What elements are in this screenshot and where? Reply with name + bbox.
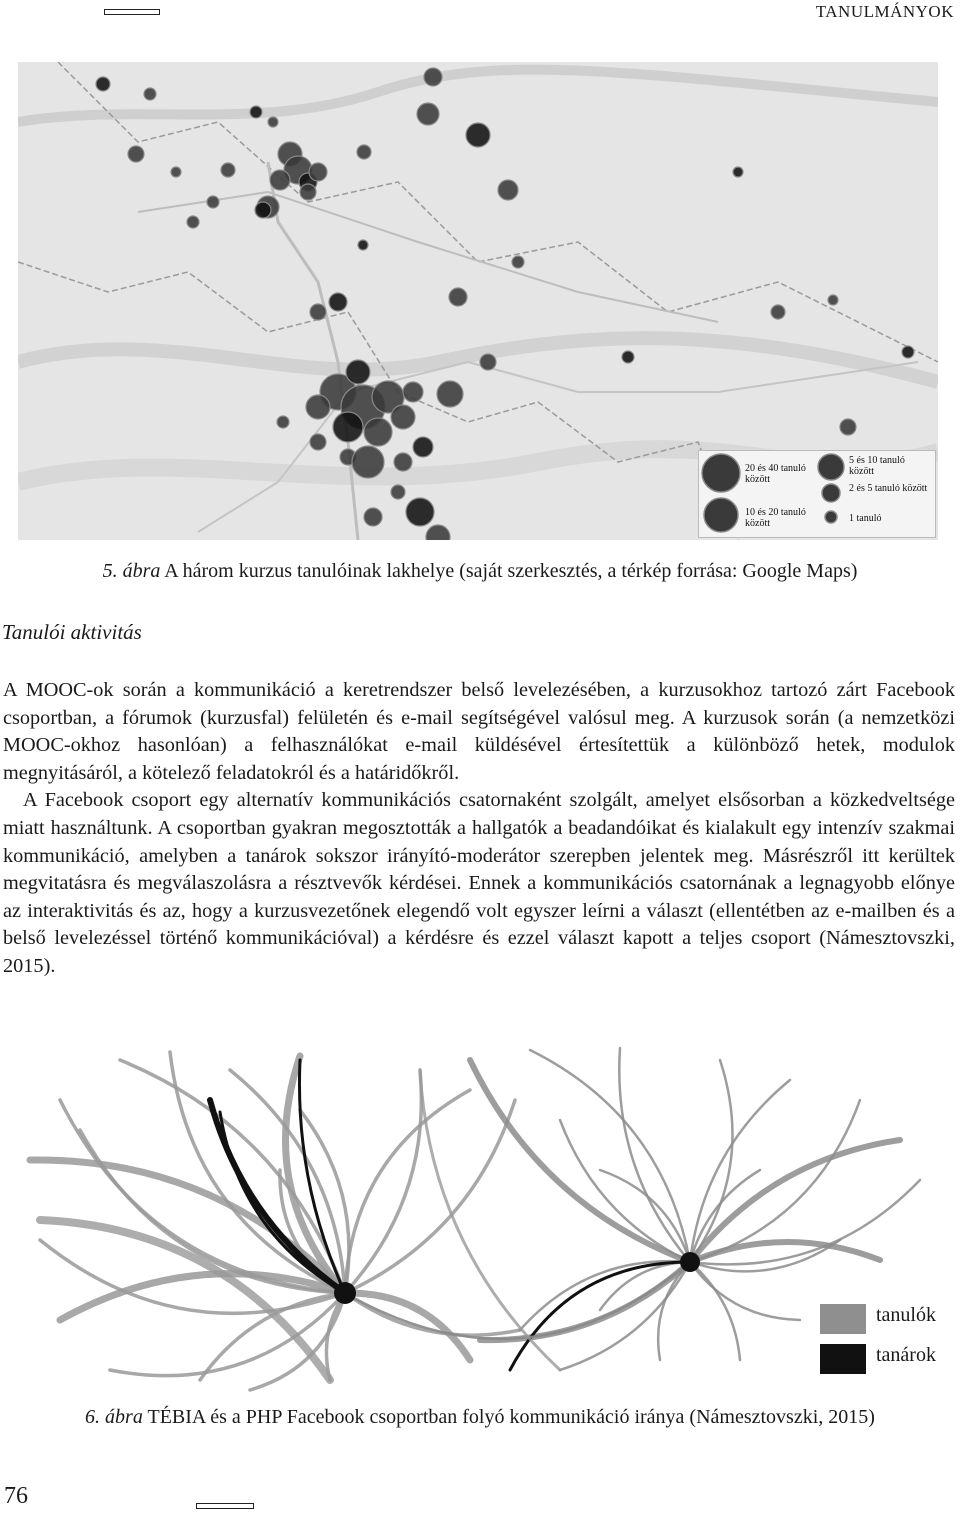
communication-edge bbox=[345, 1070, 421, 1293]
location-marker bbox=[358, 240, 368, 250]
map-legend-large-top: 20 és 40 tanuló között bbox=[745, 463, 806, 485]
paragraph-1: A MOOC-ok során a kommunikáció a keretrendszer belső levelezésében, a kurzusokhoz tartozó zárt Facebook csoportban, a fórumok (kurzusfal) felületén és e-mail segítségével valósul meg. A kurzusok során (a nemzetközi MOOC-okhoz hasonlóan) a felhasználókat e-mail küldésével értesítettük a különböző hetek, modulok megnyitásáról, a kötelező feladatokról és a határidőkről. bbox=[3, 679, 955, 784]
location-marker bbox=[466, 123, 490, 147]
legend-swatch-students bbox=[820, 1304, 866, 1334]
figure-5-label: 5. ábra bbox=[102, 560, 161, 582]
location-marker bbox=[207, 196, 219, 208]
location-marker bbox=[171, 167, 181, 177]
location-marker bbox=[413, 437, 433, 457]
location-marker bbox=[391, 405, 415, 429]
location-marker bbox=[403, 382, 423, 402]
section-title: Tanulói aktivitás bbox=[2, 620, 142, 644]
page-number: 76 bbox=[4, 1483, 28, 1509]
location-marker bbox=[357, 145, 371, 159]
communication-edge bbox=[690, 1100, 860, 1262]
location-marker bbox=[96, 77, 110, 91]
location-marker bbox=[144, 88, 156, 100]
location-marker bbox=[309, 163, 327, 181]
location-marker bbox=[250, 106, 262, 118]
legend-swatch-teachers bbox=[820, 1344, 866, 1374]
location-marker bbox=[622, 351, 634, 363]
location-marker bbox=[437, 381, 463, 407]
hub-node-left bbox=[334, 1282, 356, 1304]
hub-node-right bbox=[680, 1252, 700, 1272]
location-marker bbox=[333, 412, 363, 442]
figure-6-label: 6. ábra bbox=[85, 1406, 143, 1428]
communication-edge bbox=[560, 1120, 690, 1262]
location-marker bbox=[449, 288, 467, 306]
location-marker bbox=[128, 146, 144, 162]
network-figure bbox=[0, 1040, 960, 1396]
location-marker bbox=[306, 395, 330, 419]
location-marker bbox=[310, 304, 326, 320]
location-marker bbox=[733, 167, 743, 177]
communication-edge bbox=[690, 1080, 790, 1262]
location-marker bbox=[268, 117, 278, 127]
map-legend-small-2: 2 és 5 tanuló között bbox=[849, 483, 928, 494]
location-marker bbox=[364, 418, 392, 446]
communication-edge bbox=[110, 1293, 345, 1376]
location-marker bbox=[480, 354, 496, 370]
location-marker bbox=[270, 170, 290, 190]
communication-edge bbox=[690, 1262, 740, 1360]
map-legend bbox=[698, 450, 936, 538]
figure-5-caption bbox=[0, 560, 960, 583]
header-rule-mark bbox=[104, 9, 160, 15]
location-marker bbox=[310, 434, 326, 450]
location-marker bbox=[512, 256, 524, 268]
location-marker bbox=[394, 453, 412, 471]
location-marker bbox=[187, 216, 199, 228]
running-head: TANULMÁNYOK bbox=[815, 2, 954, 21]
location-marker bbox=[828, 295, 838, 305]
location-marker bbox=[277, 416, 289, 428]
location-marker bbox=[417, 103, 439, 125]
location-marker bbox=[364, 508, 382, 526]
location-marker bbox=[406, 498, 434, 526]
location-marker bbox=[255, 202, 271, 218]
communication-network-diagram bbox=[0, 1040, 960, 1396]
location-marker bbox=[902, 346, 914, 358]
location-marker bbox=[329, 293, 347, 311]
communication-edge bbox=[619, 1048, 690, 1262]
legend-label-students: tanulók bbox=[876, 1304, 936, 1326]
location-marker bbox=[346, 360, 370, 384]
footer-rule-mark bbox=[196, 1503, 254, 1509]
figure-5-text: A három kurzus tanulóinak lakhelye (saját szerkesztés, a térkép forrása: Google Maps) bbox=[160, 560, 858, 582]
figure-6-caption bbox=[0, 1406, 960, 1429]
communication-edge bbox=[600, 1170, 690, 1262]
map-legend-small-3: 1 tanuló bbox=[849, 513, 882, 524]
figure-6-text: TÉBIA és a PHP Facebook csoportban folyó kommunikáció iránya (Námesztovszki, 2015) bbox=[142, 1406, 875, 1428]
map-legend-large-bottom: 10 és 20 tanuló között bbox=[745, 507, 806, 529]
paragraph-2: A Facebook csoport egy alternatív kommunikációs csatornaként szolgált, amelyet elsősorban a közkedveltsége miatt használtunk. A csoportban gyakran megosztották a hallgatók a beadandóikat és kialakult egy intenzív szakmai kommunikáció, amelyben a tanárok sokszor irányító-moderátor szerepben jelentek meg. Másrészről itt kerültek megvitatásra és megválaszolásra a résztvevők kérdései. Ennek a kommunikációs csatornának a legnagyobb előnye az interaktivitás és az, hogy a kurzusvezetőnek elegendő volt egyszer leírni a választ (ellentétben az e-mailben és a belső levelezéssel történő kommunikációval) a kérdésre és ezzel választ kapott a teljes csoport (Námesztovszki, 2015). bbox=[3, 789, 955, 977]
map-legend-small-1: 5 és 10 tanuló között bbox=[849, 455, 905, 477]
legend-label-teachers: tanárok bbox=[876, 1344, 936, 1366]
location-marker bbox=[424, 68, 442, 86]
location-marker bbox=[221, 163, 235, 177]
body-text bbox=[3, 677, 955, 981]
location-marker bbox=[391, 485, 405, 499]
location-marker bbox=[300, 184, 316, 200]
map-figure bbox=[18, 62, 938, 540]
location-marker bbox=[498, 180, 518, 200]
location-marker bbox=[352, 446, 384, 478]
location-marker bbox=[840, 419, 856, 435]
location-marker bbox=[771, 305, 785, 319]
